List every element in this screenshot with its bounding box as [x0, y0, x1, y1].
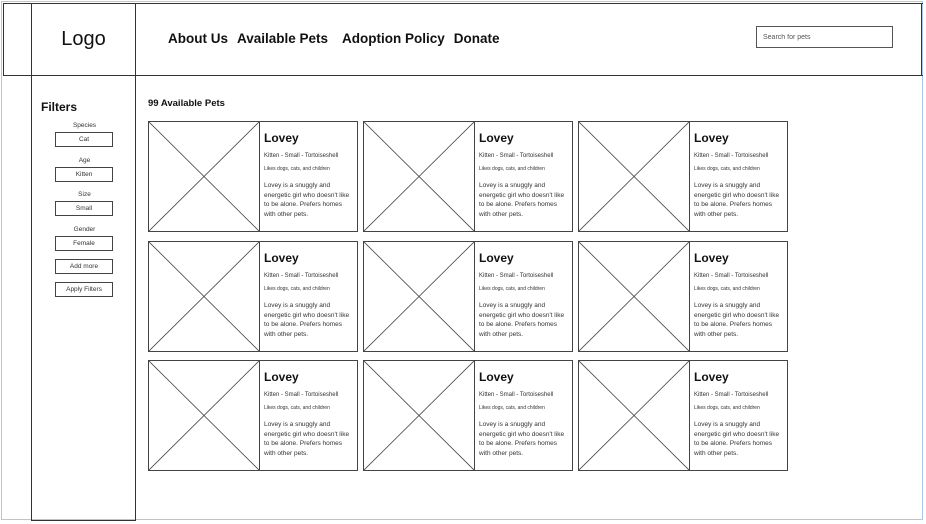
pet-attributes: Kitten - Small - Tortoiseshell: [264, 392, 339, 398]
page-frame: [1, 1, 923, 520]
pet-photo-placeholder: [149, 122, 260, 231]
filters-title: Filters: [41, 100, 78, 114]
pet-description: Lovey is a snuggly and energetic girl who doesn't like to be alone. Prefers homes with other pets.: [264, 302, 350, 338]
pet-name: Lovey: [694, 131, 729, 145]
pet-likes: Likes dogs, cats, and children: [479, 405, 545, 411]
pet-photo-placeholder: [579, 242, 690, 351]
filter-species-select[interactable]: Cat: [55, 132, 113, 147]
filter-age-select[interactable]: Kitten: [55, 167, 113, 182]
header-left-border: [3, 3, 4, 76]
header-divider: [3, 75, 923, 76]
pet-photo-placeholder: [364, 242, 475, 351]
pet-name: Lovey: [264, 370, 299, 384]
filter-age-label: Age: [78, 157, 91, 164]
pet-name: Lovey: [694, 370, 729, 384]
pet-card[interactable]: [148, 241, 358, 352]
pet-likes: Likes dogs, cats, and children: [694, 286, 760, 292]
filter-species-label: Species: [72, 122, 97, 129]
pet-card[interactable]: [363, 360, 573, 471]
nav-donate[interactable]: Donate: [453, 31, 500, 46]
pet-photo-placeholder: [364, 361, 475, 470]
filter-size-select[interactable]: Small: [55, 201, 113, 216]
pet-card[interactable]: [578, 241, 788, 352]
pet-card[interactable]: [148, 360, 358, 471]
header-top-border: [3, 3, 923, 4]
pet-photo-placeholder: [579, 122, 690, 231]
filter-gender-select[interactable]: Female: [55, 236, 113, 251]
header-right-border: [921, 3, 922, 76]
filter-size-label: Size: [78, 191, 91, 198]
pet-description: Lovey is a snuggly and energetic girl who doesn't like to be alone. Prefers homes with other pets.: [264, 421, 350, 457]
filters-sidebar: [31, 75, 136, 521]
pet-description: Lovey is a snuggly and energetic girl who doesn't like to be alone. Prefers homes with other pets.: [479, 421, 565, 457]
available-pets-count: 99 Available Pets: [148, 98, 225, 109]
pet-attributes: Kitten - Small - Tortoiseshell: [479, 273, 554, 279]
pet-name: Lovey: [264, 131, 299, 145]
main-nav: [168, 31, 509, 46]
pet-card[interactable]: [578, 121, 788, 232]
pet-description: Lovey is a snuggly and energetic girl who doesn't like to be alone. Prefers homes with other pets.: [694, 302, 780, 338]
pet-attributes: Kitten - Small - Tortoiseshell: [479, 392, 554, 398]
pet-name: Lovey: [694, 251, 729, 265]
filter-gender-label: Gender: [73, 226, 96, 233]
pet-card[interactable]: [363, 241, 573, 352]
add-more-button[interactable]: Add more: [55, 259, 113, 274]
nav-about-us[interactable]: About Us: [168, 31, 228, 46]
pet-photo-placeholder: [364, 122, 475, 231]
pet-photo-placeholder: [579, 361, 690, 470]
apply-filters-button[interactable]: Apply Filters: [55, 282, 113, 297]
pet-likes: Likes dogs, cats, and children: [264, 405, 330, 411]
pet-description: Lovey is a snuggly and energetic girl who doesn't like to be alone. Prefers homes with other pets.: [479, 182, 565, 218]
pet-likes: Likes dogs, cats, and children: [694, 405, 760, 411]
pet-attributes: Kitten - Small - Tortoiseshell: [264, 153, 339, 159]
pet-attributes: Kitten - Small - Tortoiseshell: [264, 273, 339, 279]
nav-adoption-policy[interactable]: Adoption Policy: [342, 31, 445, 46]
logo[interactable]: [31, 3, 136, 76]
nav-available-pets[interactable]: Available Pets: [237, 31, 329, 46]
pet-likes: Likes dogs, cats, and children: [264, 286, 330, 292]
pet-card[interactable]: [363, 121, 573, 232]
pet-name: Lovey: [264, 251, 299, 265]
pet-description: Lovey is a snuggly and energetic girl who doesn't like to be alone. Prefers homes with other pets.: [479, 302, 565, 338]
pet-attributes: Kitten - Small - Tortoiseshell: [479, 153, 554, 159]
pet-photo-placeholder: [149, 361, 260, 470]
pet-description: Lovey is a snuggly and energetic girl who doesn't like to be alone. Prefers homes with other pets.: [264, 182, 350, 218]
pet-card[interactable]: [148, 121, 358, 232]
logo-text: Logo: [61, 28, 106, 50]
pet-name: Lovey: [479, 131, 514, 145]
pet-likes: Likes dogs, cats, and children: [694, 166, 760, 172]
pet-card[interactable]: [578, 360, 788, 471]
pet-description: Lovey is a snuggly and energetic girl who doesn't like to be alone. Prefers homes with other pets.: [694, 182, 780, 218]
pet-name: Lovey: [479, 251, 514, 265]
pet-attributes: Kitten - Small - Tortoiseshell: [694, 392, 769, 398]
pet-attributes: Kitten - Small - Tortoiseshell: [694, 153, 769, 159]
pet-likes: Likes dogs, cats, and children: [479, 286, 545, 292]
search-input[interactable]: [756, 26, 893, 48]
pet-photo-placeholder: [149, 242, 260, 351]
pet-likes: Likes dogs, cats, and children: [264, 166, 330, 172]
pet-attributes: Kitten - Small - Tortoiseshell: [694, 273, 769, 279]
pet-likes: Likes dogs, cats, and children: [479, 166, 545, 172]
pet-description: Lovey is a snuggly and energetic girl who doesn't like to be alone. Prefers homes with other pets.: [694, 421, 780, 457]
pet-name: Lovey: [479, 370, 514, 384]
